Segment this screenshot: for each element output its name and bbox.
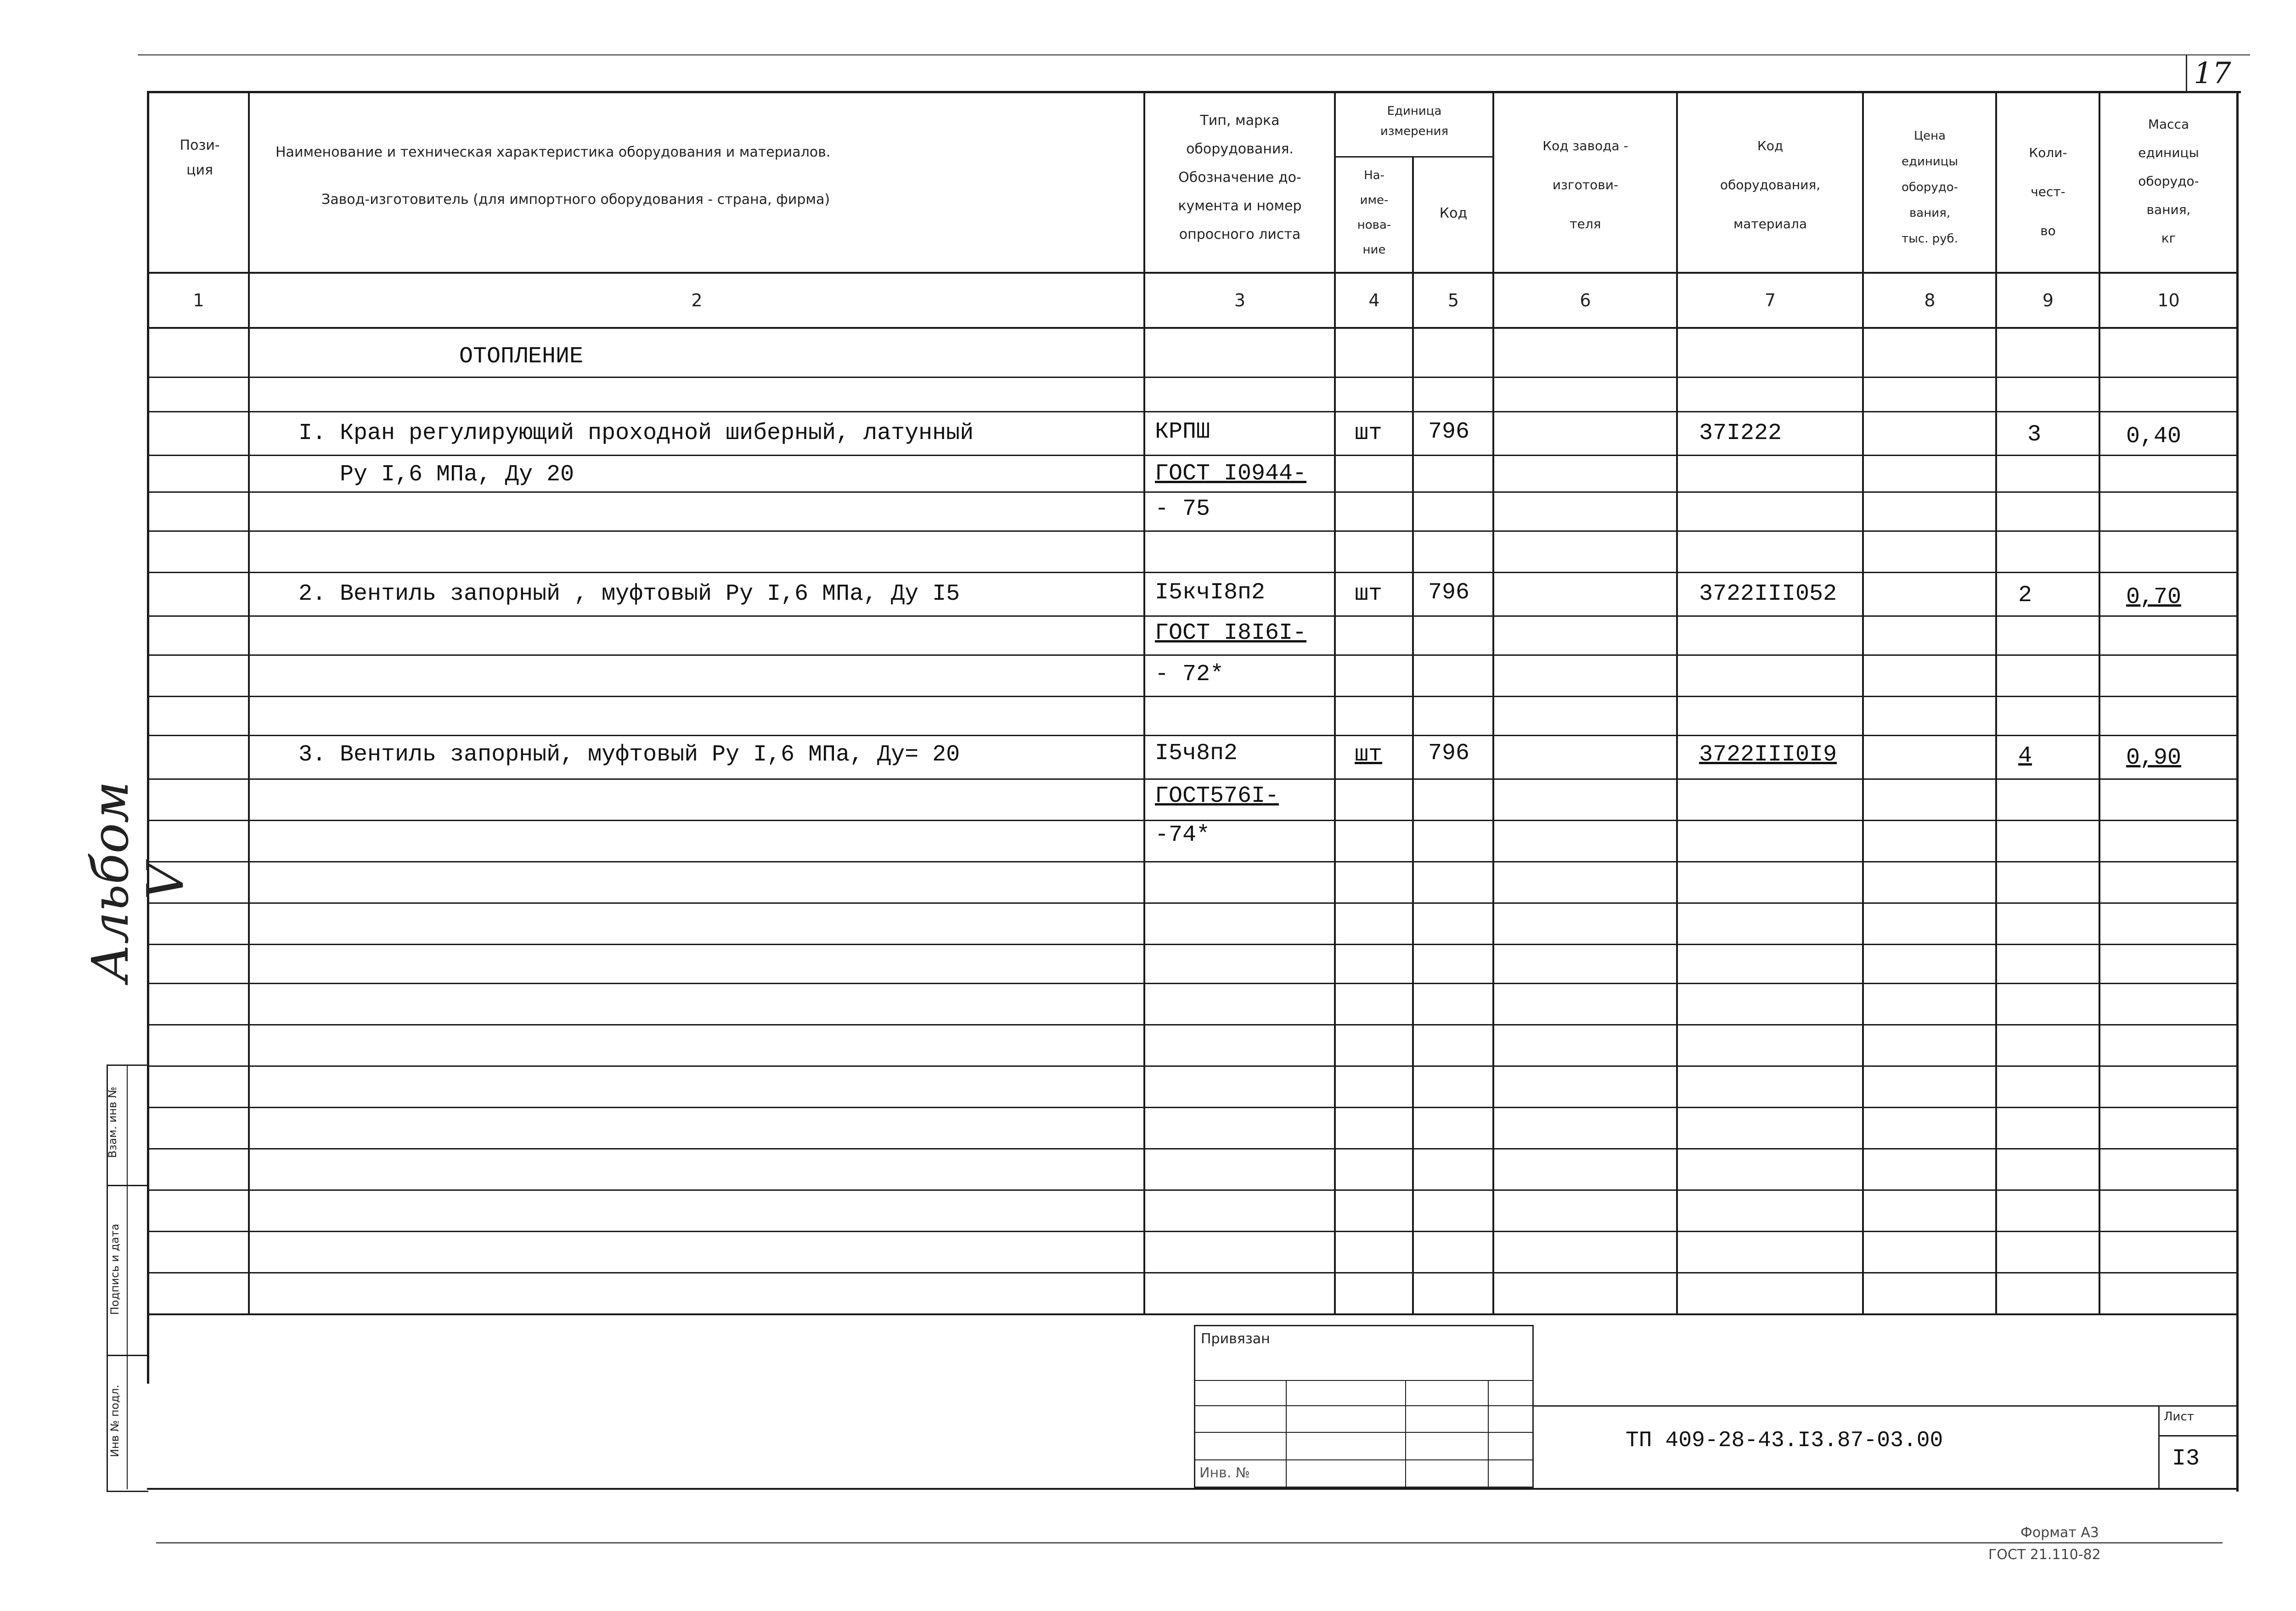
attached-grid-line (1194, 1459, 1534, 1460)
format-label: Формат А3 (2020, 1525, 2099, 1541)
col-line-9 (2099, 91, 2100, 1315)
album-label: Альбом V (81, 781, 195, 982)
item-3-unit: шт (1355, 742, 1383, 768)
column-number: 1 (193, 290, 204, 310)
attached-grid-line (1194, 1432, 1534, 1433)
column-number: 6 (1580, 290, 1591, 310)
column-number: 5 (1447, 290, 1459, 310)
item-1-type-line1: КРПШ (1155, 419, 1210, 445)
item-2-unit: шт (1355, 581, 1383, 607)
item-3-quantity: 4 (2018, 743, 2032, 769)
header-col1: Пози- ция (180, 137, 220, 178)
row-line (147, 491, 2239, 493)
item-3-name-line1: 3. Вентиль запорный, муфтовый Ру I,6 МПа, Ду= 20 (298, 742, 960, 768)
item-2-name-line1: 2. Вентиль запорный , муфтовый Ру I,6 МПа, Ду I5 (298, 581, 960, 607)
col-line-2 (1143, 91, 1145, 1315)
header-col2-line2: Завод-изготовитель (для импортного оборудования - страна, фирма) (321, 192, 830, 208)
row-line (147, 696, 2239, 697)
header-col9: Коли- чест- во (2029, 145, 2067, 238)
frame-right (2236, 91, 2239, 1492)
row-line (147, 411, 2239, 412)
item-3-type-line1: I5ч8п2 (1155, 740, 1238, 766)
col-line-3 (1334, 91, 1336, 1315)
attached-box (1194, 1325, 1534, 1488)
column-number: 10 (2157, 290, 2180, 310)
header-col8: Цена единицы оборудо- вания, тыс. руб. (1901, 129, 1958, 246)
item-2-equipment-code: 3722III052 (1699, 581, 1837, 607)
row-line (147, 572, 2239, 573)
item-1-name-line2: Ру I,6 МПа, Ду 20 (340, 462, 574, 488)
header-unit-group: Единица измерения (1380, 104, 1449, 138)
header-bottom-line (147, 272, 2239, 274)
section-title: ОТОПЛЕНИЕ (459, 344, 584, 370)
row-line (147, 530, 2239, 532)
item-1-name-line1: I. Кран регулирующий проходной шиберный, латунный (298, 420, 974, 446)
col-line-5 (1492, 91, 1494, 1315)
col-line-1 (248, 91, 250, 1315)
row-line (147, 1231, 2239, 1232)
col-line-6 (1676, 91, 1678, 1315)
item-2-type-line3: - 72* (1155, 661, 1224, 687)
col-line-8 (1995, 91, 1997, 1315)
row-line (147, 377, 2239, 378)
row-line (147, 820, 2239, 821)
item-1-type-line3: - 75 (1155, 496, 1210, 522)
unit-subheader-line (1334, 156, 1492, 158)
header-col3: Тип, марка оборудования. Обозначение до- кумента и номер опросного листа (1178, 113, 1302, 242)
left-stamp-sep (107, 1355, 147, 1356)
column-number: 2 (691, 290, 703, 310)
outer-bottom-line (156, 1542, 2223, 1543)
attached-grid-vline (1405, 1380, 1406, 1488)
item-3-type-line2: ГОСТ576I- (1155, 783, 1279, 809)
row-line (147, 455, 2239, 456)
header-col4: На- име- нова- ние (1357, 169, 1391, 257)
item-1-unit: шт (1355, 420, 1383, 446)
item-1-quantity: 3 (2027, 422, 2042, 448)
item-2-unit-code: 796 (1428, 580, 1470, 606)
row-line (147, 1189, 2239, 1191)
top-trim-line (138, 54, 2250, 56)
column-number: 3 (1234, 290, 1246, 310)
row-line (147, 1107, 2239, 1108)
row-line (147, 1272, 2239, 1273)
left-stamp-sign-date: Подпись и дата (108, 1223, 121, 1315)
item-1-unit-code: 796 (1428, 419, 1470, 445)
item-2-type-line2: ГОСТ I8I6I- (1155, 620, 1307, 646)
item-3-type-line3: -74* (1155, 822, 1210, 848)
row-line (147, 902, 2239, 904)
item-3-mass: 0,90 (2126, 745, 2182, 771)
item-3-unit-code: 796 (1428, 740, 1470, 766)
attached-grid-vline (1488, 1380, 1489, 1488)
row-line (147, 735, 2239, 736)
table-bottom-line (147, 1313, 2239, 1315)
item-1-type-line2: ГОСТ I0944- (1155, 461, 1307, 487)
header-col6: Код завода - изготови- теля (1542, 138, 1628, 231)
frame-top (147, 91, 2241, 93)
attached-grid-line (1194, 1405, 1534, 1406)
sheet-number: I3 (2172, 1446, 2200, 1472)
item-2-type-line1: I5кчI8п2 (1155, 580, 1266, 606)
item-1-equipment-code: 37I222 (1699, 420, 1782, 446)
item-1-mass: 0,40 (2126, 423, 2182, 450)
row-line (147, 778, 2239, 780)
sheet-box-sep (2158, 1435, 2236, 1436)
column-number: 9 (2042, 290, 2054, 310)
row-line (147, 1148, 2239, 1149)
col-line-7 (1862, 91, 1864, 1315)
corner-sheet-number: 17 (2186, 55, 2238, 93)
row-line (147, 1024, 2239, 1025)
row-line (147, 615, 2239, 617)
header-col7: Код оборудования, материала (1720, 138, 1821, 231)
left-stamp-inv-orig: Инв № подл. (108, 1385, 121, 1457)
left-stamp-inv-replace: Взам. инв № (106, 1087, 119, 1158)
column-number: 7 (1764, 290, 1776, 310)
header-col10: Масса единицы оборудо- вания, кг (2138, 117, 2199, 246)
attached-grid-line (1194, 1380, 1534, 1381)
colnum-bottom-line (147, 327, 2239, 329)
row-line (147, 1065, 2239, 1067)
attached-label: Привязан (1201, 1331, 1270, 1347)
sheet-label: Лист (2164, 1410, 2194, 1424)
document-code: ТП 409-28-43.I3.87-03.00 (1626, 1428, 1943, 1453)
row-line (147, 983, 2239, 984)
item-3-equipment-code: 3722III0I9 (1699, 742, 1837, 768)
left-stamp-sep (107, 1185, 147, 1186)
attached-grid-vline (1286, 1380, 1287, 1488)
row-line (147, 654, 2239, 656)
item-2-mass: 0,70 (2126, 584, 2182, 610)
gost-label: ГОСТ 21.110-82 (1988, 1547, 2101, 1563)
inv-no-label: Инв. № (1199, 1465, 1250, 1481)
item-2-quantity: 2 (2018, 582, 2032, 608)
column-number: 8 (1924, 290, 1936, 310)
left-stamp-divider (127, 1065, 128, 1489)
header-col2-line1: Наименование и техническая характеристика оборудования и материалов. (276, 144, 831, 160)
row-line (147, 944, 2239, 945)
column-number: 4 (1368, 290, 1380, 310)
row-line (147, 861, 2239, 862)
header-col5: Код (1439, 205, 1468, 221)
